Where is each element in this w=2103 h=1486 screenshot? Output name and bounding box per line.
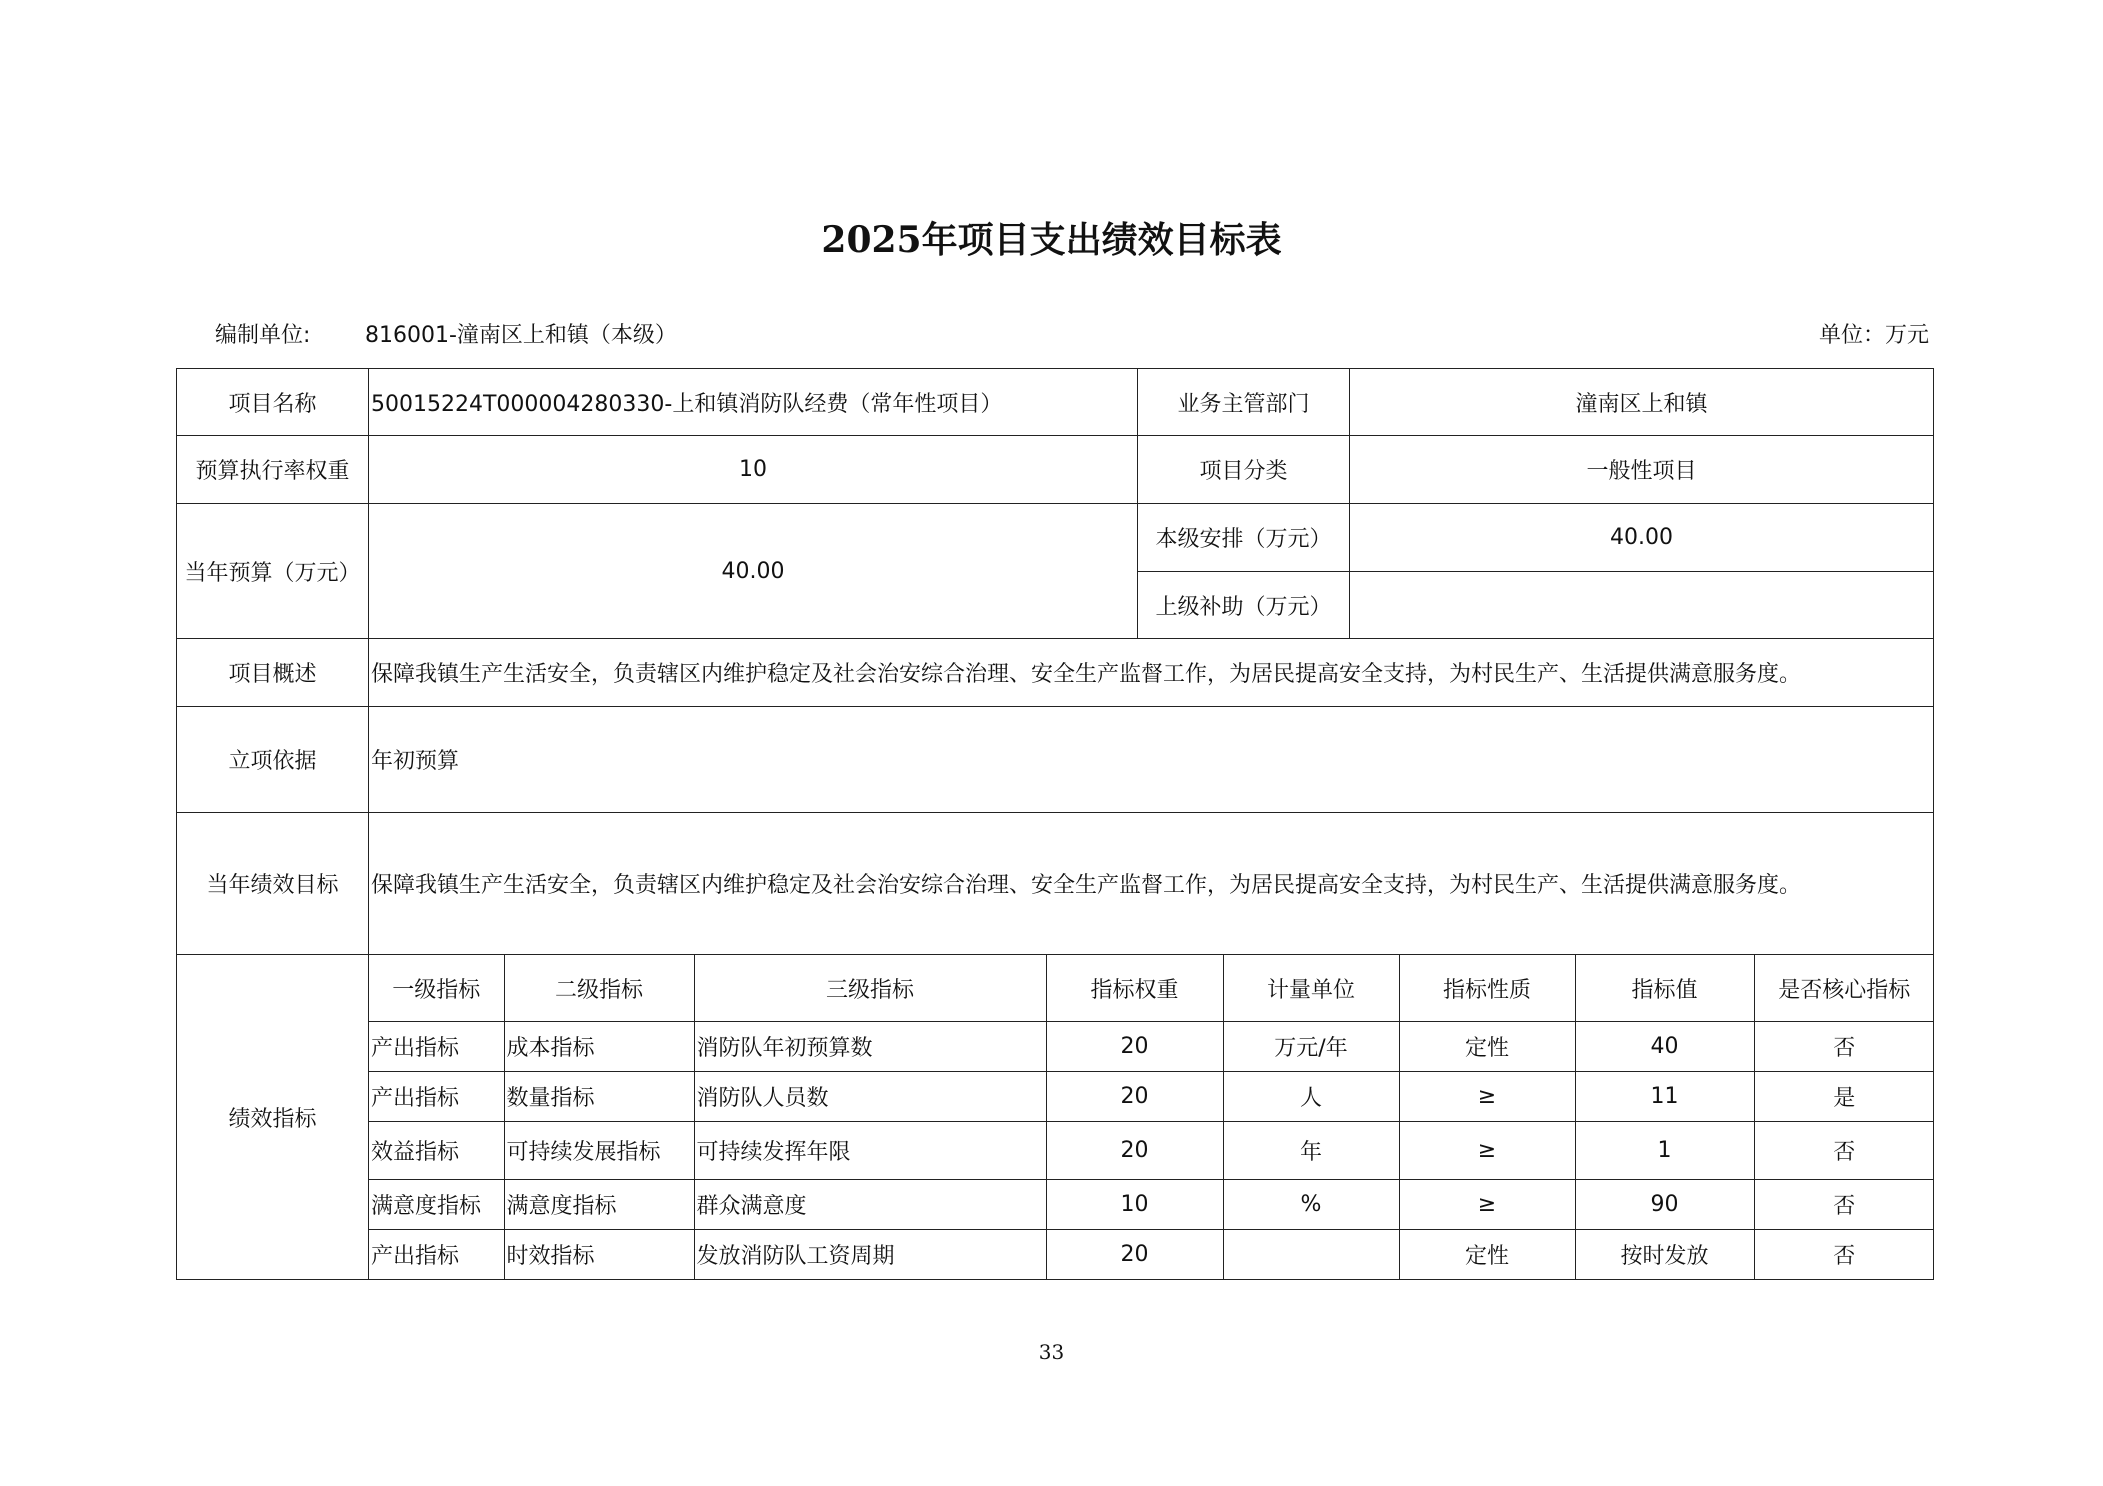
indicator-header-row xyxy=(369,955,1934,1022)
overview-label: 项目概述 xyxy=(177,639,369,707)
local-label: 本级安排（万元） xyxy=(1138,504,1350,572)
indicator-row xyxy=(369,1072,1934,1122)
indicator-header-level3: 三级指标 xyxy=(694,955,1046,1022)
indicator-level3: 消防队人员数 xyxy=(694,1072,1046,1122)
indicator-header-level1: 一级指标 xyxy=(369,955,504,1022)
basis-label: 立项依据 xyxy=(177,707,369,813)
indicator-table xyxy=(369,955,1934,1279)
indicator-row xyxy=(369,1230,1934,1280)
indicator-weight: 20 xyxy=(1046,1072,1223,1122)
budget-value: 40.00 xyxy=(369,504,1138,639)
org-value: 816001-潼南区上和镇（本级） xyxy=(365,323,677,348)
weight-label: 预算执行率权重 xyxy=(177,436,369,504)
category-label: 项目分类 xyxy=(1138,436,1350,504)
indicator-weight: 10 xyxy=(1046,1180,1223,1230)
goal-value: 保障我镇生产生活安全，负责辖区内维护稳定及社会治安综合治理、安全生产监督工作，为居民提高安全支持，为村民生产、生活提供满意服务度。 xyxy=(369,813,1934,955)
indicator-level3: 消防队年初预算数 xyxy=(694,1022,1046,1072)
indicator-row xyxy=(369,1180,1934,1230)
indicator-level2: 时效指标 xyxy=(504,1230,694,1280)
indicator-value: 90 xyxy=(1575,1180,1754,1230)
indicator-weight: 20 xyxy=(1046,1122,1223,1180)
indicator-unit: 人 xyxy=(1223,1072,1399,1122)
indicators-cell xyxy=(369,955,1934,1280)
indicator-nature: ≥ xyxy=(1399,1180,1575,1230)
subsidy-label: 上级补助（万元） xyxy=(1138,572,1350,639)
performance-table xyxy=(176,368,1934,1280)
indicator-row xyxy=(369,1122,1934,1180)
indicator-unit: % xyxy=(1223,1180,1399,1230)
indicator-value: 1 xyxy=(1575,1122,1754,1180)
indicator-level2: 可持续发展指标 xyxy=(504,1122,694,1180)
category-value: 一般性项目 xyxy=(1350,436,1934,504)
indicator-value: 11 xyxy=(1575,1072,1754,1122)
indicator-row xyxy=(369,1022,1934,1072)
weight-value: 10 xyxy=(369,436,1138,504)
indicator-unit: 年 xyxy=(1223,1122,1399,1180)
indicator-unit xyxy=(1223,1230,1399,1280)
indicator-level2: 数量指标 xyxy=(504,1072,694,1122)
project-name-label: 项目名称 xyxy=(177,369,369,436)
indicator-header-level2: 二级指标 xyxy=(504,955,694,1022)
indicator-core: 否 xyxy=(1833,1244,1856,1269)
overview-value: 保障我镇生产生活安全，负责辖区内维护稳定及社会治安综合治理、安全生产监督工作，为居民提高安全支持，为村民生产、生活提供满意服务度。 xyxy=(369,639,1934,707)
indicator-level3: 群众满意度 xyxy=(694,1180,1046,1230)
org-label: 编制单位: xyxy=(215,323,311,348)
indicator-header-unit: 计量单位 xyxy=(1223,955,1399,1022)
indicator-nature: ≥ xyxy=(1399,1122,1575,1180)
indicator-level2: 满意度指标 xyxy=(504,1180,694,1230)
indicator-level3: 可持续发挥年限 xyxy=(694,1122,1046,1180)
dept-value: 潼南区上和镇 xyxy=(1350,369,1934,436)
indicator-nature: 定性 xyxy=(1399,1022,1575,1072)
page-title: 2025年项目支出绩效目标表 xyxy=(821,219,1282,261)
goal-label: 当年绩效目标 xyxy=(177,813,369,955)
indicator-level2: 成本指标 xyxy=(504,1022,694,1072)
indicator-weight: 20 xyxy=(1046,1230,1223,1280)
local-value: 40.00 xyxy=(1350,504,1934,572)
indicator-level1: 产出指标 xyxy=(369,1230,504,1280)
indicators-label: 绩效指标 xyxy=(177,955,369,1280)
indicator-core: 否 xyxy=(1754,1180,1934,1230)
indicator-core: 否 xyxy=(1754,1122,1934,1180)
indicator-level3: 发放消防队工资周期 xyxy=(694,1230,1046,1280)
org-info xyxy=(215,318,677,349)
indicator-value: 按时发放 xyxy=(1575,1230,1754,1280)
unit-label: 单位：万元 xyxy=(1818,323,1929,348)
budget-label: 当年预算（万元） xyxy=(177,504,369,639)
indicator-core: 是 xyxy=(1754,1072,1934,1122)
indicator-header-nature: 指标性质 xyxy=(1399,955,1575,1022)
indicator-level1: 效益指标 xyxy=(369,1122,504,1180)
subsidy-value xyxy=(1350,572,1934,639)
indicator-core: 否 xyxy=(1754,1022,1934,1072)
indicator-header-weight: 指标权重 xyxy=(1046,955,1223,1022)
indicator-header-core: 是否核心指标 xyxy=(1754,955,1934,1022)
indicator-nature: 定性 xyxy=(1399,1230,1575,1280)
project-name-value: 50015224T000004280330-上和镇消防队经费（常年性项目） xyxy=(369,369,1138,436)
indicator-level1: 产出指标 xyxy=(369,1072,504,1122)
indicator-value: 40 xyxy=(1575,1022,1754,1072)
dept-label: 业务主管部门 xyxy=(1138,369,1350,436)
indicator-level1: 产出指标 xyxy=(369,1022,504,1072)
indicator-nature: ≥ xyxy=(1399,1072,1575,1122)
page-number: 33 xyxy=(1038,1340,1065,1364)
indicator-header-value: 指标值 xyxy=(1575,955,1754,1022)
indicator-unit: 万元/年 xyxy=(1223,1022,1399,1072)
indicator-level1: 满意度指标 xyxy=(369,1180,504,1230)
indicator-weight: 20 xyxy=(1046,1022,1223,1072)
basis-value: 年初预算 xyxy=(369,707,1934,813)
